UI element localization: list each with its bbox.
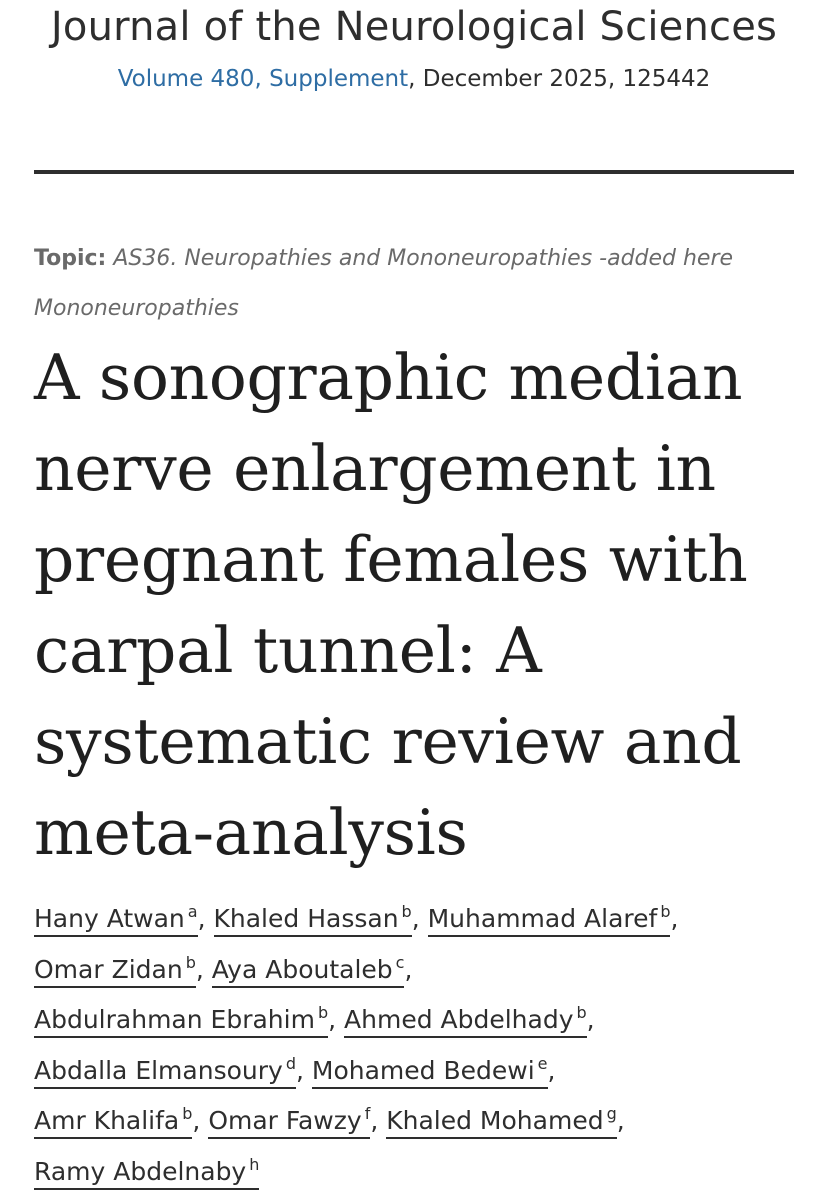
journal-header [0, 0, 828, 94]
author-link[interactable]: Mohamed Bedewi $^e$ [312, 1056, 548, 1089]
topic-block [34, 234, 798, 334]
author-link[interactable]: Hany Atwan $^a$ [34, 904, 198, 937]
issue-info: , December 2025, 125442 [408, 66, 711, 92]
journal-meta [0, 64, 828, 94]
volume-link[interactable]: Volume 480, Supplement [117, 66, 409, 92]
author-link[interactable]: Ramy Abdelnaby $^h$ [34, 1157, 259, 1190]
author-link[interactable]: Omar Fawzy $^f$ [208, 1106, 370, 1139]
subtopic: Mononeuropathies [34, 296, 239, 321]
topic-text: AS36. Neuropathies and Mononeuropathies -added here [106, 246, 734, 271]
article-title: A sonographic median nerve enlargement in pregnant females with carpal tunnel: A systematic review and meta-analysis [34, 341, 748, 869]
author-link[interactable]: Abdalla Elmansoury $^d$ [34, 1056, 296, 1089]
author-link[interactable]: Abdulrahman Ebrahim $^b$ [34, 1005, 328, 1038]
author-list: Hany Atwan $^a$, Khaled Hassan $^b$, Muhammad Alaref $^b$, Omar Zidan $^b$, Aya Aboutaleb $^c$, Abdulrahman Ebrahim $^b$, Ahmed Abdelhady $^b$, Abdalla Elmansoury $^d$, Mohamed Bedewi $^e$, Amr Khalifa $^b$, Omar Fawzy $^f$, Khaled Mohamed $^g$, Ramy Abdelnaby $^h$ [34, 894, 814, 1197]
journal-title[interactable]: Journal of the Neurological Sciences [50, 4, 778, 50]
header-divider [34, 170, 794, 174]
author-link[interactable]: Muhammad Alaref $^b$ [428, 904, 671, 937]
topic-label: Topic: [34, 246, 107, 271]
author-link[interactable]: Aya Aboutaleb $^c$ [212, 955, 405, 988]
author-link[interactable]: Ahmed Abdelhady $^b$ [344, 1005, 587, 1038]
author-link[interactable]: Amr Khalifa $^b$ [34, 1106, 192, 1139]
author-link[interactable]: Khaled Hassan $^b$ [214, 904, 412, 937]
author-link[interactable]: Khaled Mohamed $^g$ [386, 1106, 617, 1139]
author-link[interactable]: Omar Zidan $^b$ [34, 955, 196, 988]
